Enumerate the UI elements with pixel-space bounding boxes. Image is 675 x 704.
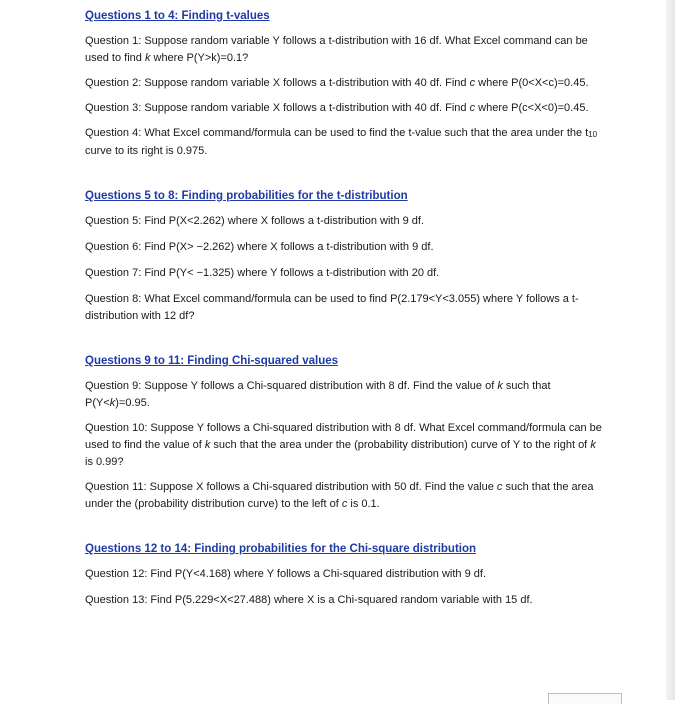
question-11: Question 11: Suppose X follows a Chi-squared distribution with 50 df. Find the value c such that the area under the (probability distribution curve) to the left of c is 0.1.	[85, 481, 594, 510]
question-4: Question 4: What Excel command/formula can be used to find the t-value such that the area under the t10 curve to its right is 0.975.	[85, 127, 598, 157]
section-title-t-probabilities: Questions 5 to 8: Finding probabilities for the t-distribution	[85, 190, 408, 202]
question-6: Question 6: Find P(X> −2.262) where X follows a t-distribution with 9 df.	[85, 241, 434, 253]
question-7: Question 7: Find P(Y< −1.325) where Y follows a t-distribution with 20 df.	[85, 267, 440, 279]
page-edge	[666, 0, 675, 700]
section-title-chi-square-probabilities: Questions 12 to 14: Finding probabilities for the Chi-square distribution	[85, 543, 477, 555]
page-footer-box	[548, 693, 622, 704]
question-1: Question 1: Suppose random variable Y follows a t-distribution with 16 df. What Excel command can be used to find k where P(Y>k)=0.1?	[85, 35, 588, 64]
section-title-chi-squared-values: Questions 9 to 11: Finding Chi-squared values	[85, 355, 339, 367]
question-2: Question 2: Suppose random variable X follows a t-distribution with 40 df. Find c where P(0<X<c)=0.45.	[85, 77, 589, 89]
question-12: Question 12: Find P(Y<4.168) where Y follows a Chi-squared distribution with 9 df.	[85, 568, 487, 580]
section-title-t-values: Questions 1 to 4: Finding t-values	[85, 10, 270, 22]
question-10: Question 10: Suppose Y follows a Chi-squared distribution with 8 df. What Excel command/formula can be used to find the value of k such that the area under the (probability distribution) curve of Y to the right of k is 0.99?	[85, 422, 602, 468]
document-content	[85, 10, 605, 618]
question-5: Question 5: Find P(X<2.262) where X follows a t-distribution with 9 df.	[85, 215, 425, 227]
question-8: Question 8: What Excel command/formula can be used to find P(2.179<Y<3.055) where Y follows a t-distribution with 12 df?	[85, 293, 579, 322]
question-13: Question 13: Find P(5.229<X<27.488) where X is a Chi-squared random variable with 15 df.	[85, 594, 533, 606]
question-9: Question 9: Suppose Y follows a Chi-squared distribution with 8 df. Find the value of k such that P(Y<k)=0.95.	[85, 380, 551, 409]
question-3: Question 3: Suppose random variable X follows a t-distribution with 40 df. Find c where P(c<X<0)=0.45.	[85, 102, 589, 114]
